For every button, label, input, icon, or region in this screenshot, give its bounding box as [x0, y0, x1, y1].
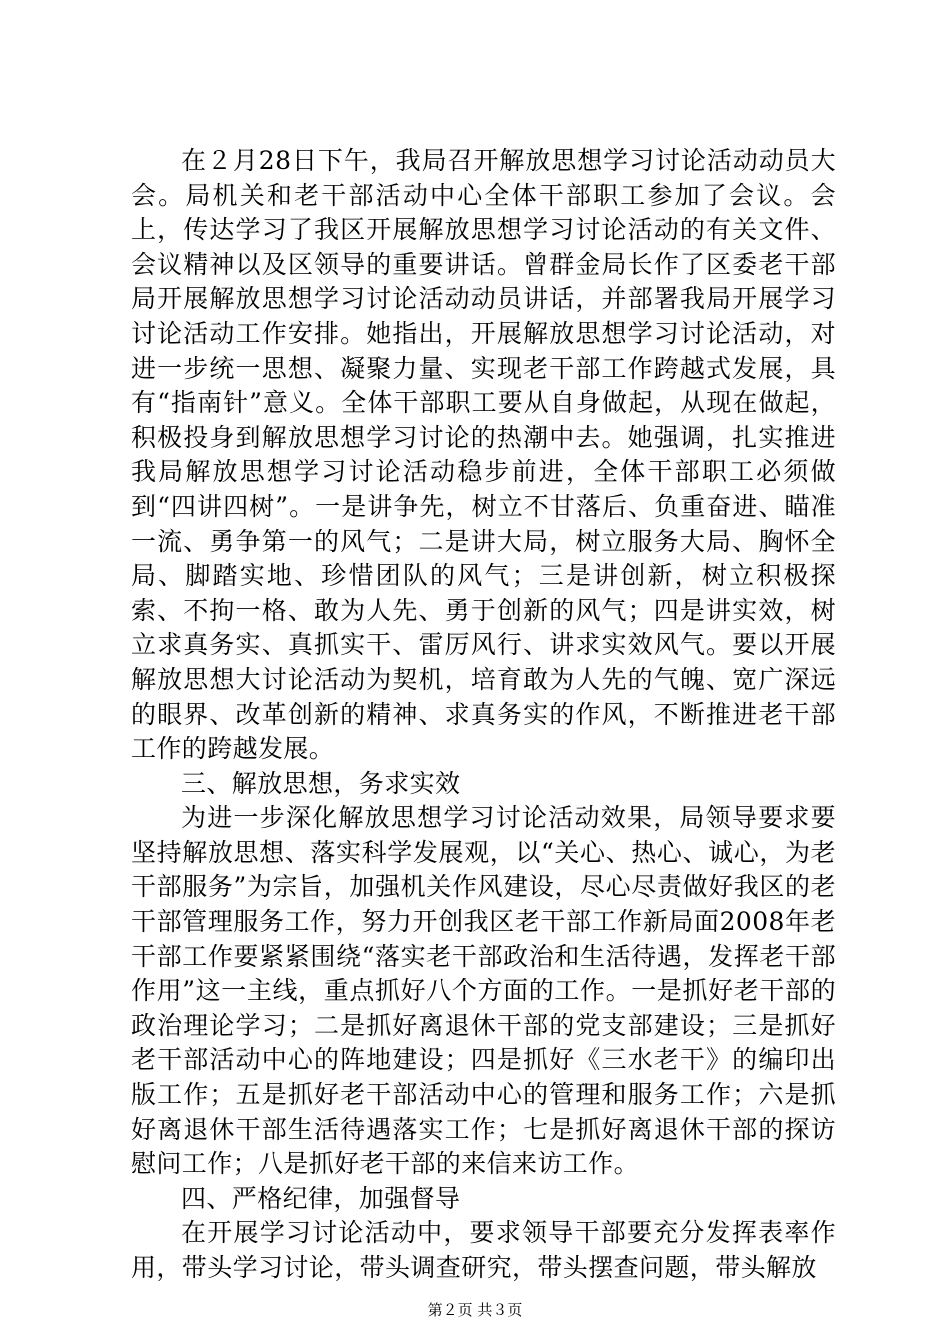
section-heading-three: 三、解放思想，务求实效 — [181, 768, 461, 798]
document-body — [131, 144, 836, 1286]
page-footer: 第２页 共３页 — [427, 1301, 523, 1319]
paragraph-discipline: 在开展学习讨论活动中，要求领导干部要充分发挥表率作用，带头学习讨论，带头调查研究，带头摆查问题，带头解放 — [131, 1218, 836, 1282]
paragraph-emancipate-thought: 为进一步深化解放思想学习讨论活动效果，局领导要求要坚持解放思想、落实科学发展观，以“关心、热心、诚心，为老干部服务”为宗旨，加强机关作风建设，尽心尽责做好我区的老干部管理服务工作，努力开创我区老干部工作新局面2008年老干部工作要紧紧围绕“落实老干部政治和生活待遇，发挥老干部作用”这一主线，重点抓好八个方面的工作。一是抓好老干部的政治理论学习；二是抓好离退休干部的党支部建设；三是抓好老干部活动中心的阵地建设；四是抓好《三水老干》的编印出版工作；五是抓好老干部活动中心的管理和服务工作；六是抓好离退休干部生活待遇落实工作；七是抓好离退休干部的探访慰问工作；八是抓好老干部的来信来访工作。 — [131, 803, 836, 1179]
paragraph-meeting-report: 在２月28日下午，我局召开解放思想学习讨论活动动员大会。局机关和老干部活动中心全体干部职工参加了会议。会上，传达学习了我区开展解放思想学习讨论活动的有关文件、会议精神以及区领导的重要讲话。曾群金局长作了区委老干部局开展解放思想学习讨论活动动员讲话，并部署我局开展学习讨论活动工作安排。她指出，开展解放思想学习讨论活动，对进一步统一思想、凝聚力量、实现老干部工作跨越式发展，具有“指南针”意义。全体干部职工要从自身做起，从现在做起，积极投身到解放思想学习讨论的热潮中去。她强调，扎实推进我局解放思想学习讨论活动稳步前进，全体干部职工必须做到“四讲四树”。一是讲争先，树立不甘落后、负重奋进、瞄准一流、勇争第一的风气；二是讲大局，树立服务大局、胸怀全局、脚踏实地、珍惜团队的风气；三是讲创新，树立积极探索、不拘一格、敢为人先、勇于创新的风气；四是讲实效，树立求真务实、真抓实干、雷厉风行、讲求实效风气。要以开展解放思想大讨论活动为契机，培育敢为人先的气魄、宽广深远的眼界、改革创新的精神、求真务实的作风，不断推进老干部工作的跨越发展。 — [131, 146, 836, 764]
section-heading-four: 四、严格纪律，加强督导 — [181, 1183, 461, 1213]
